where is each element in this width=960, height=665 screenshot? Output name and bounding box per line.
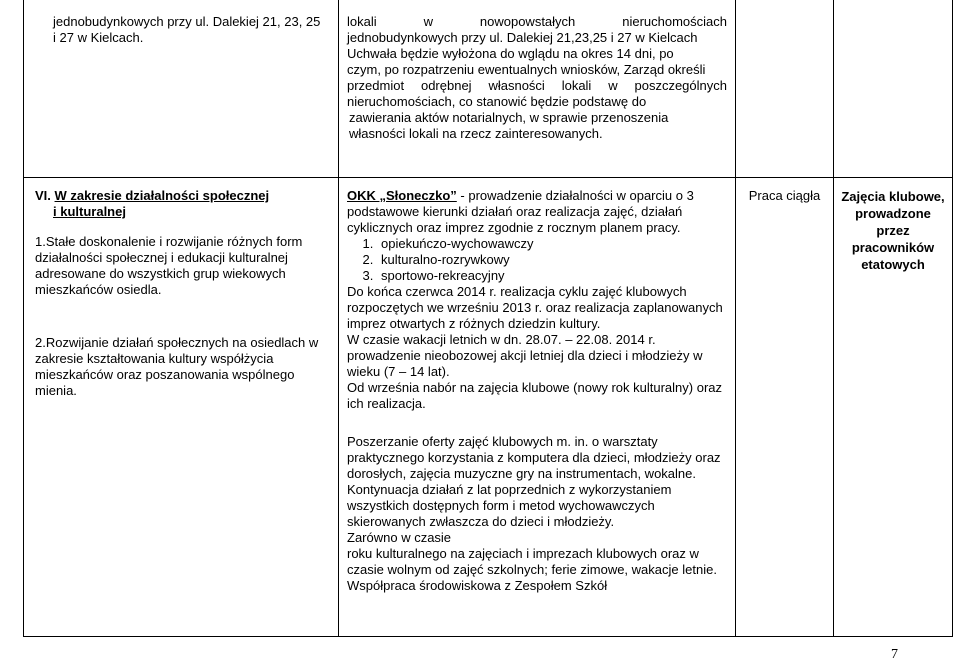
okk-paragraph-5: Kontynuacja działań z lat poprzednich z wykorzystaniem wszystkich dostępnych form i metod wychowawczych skierowanych zwłaszcza do dzieci i młodzieży. <box>347 482 672 529</box>
row-divider <box>23 177 953 178</box>
term-cell <box>736 188 833 204</box>
section-vi-heading <box>35 188 325 204</box>
section-vi-goal-1: 1.Stałe doskonalenie i rozwijanie różnych form działalności społecznej i edukacji kulturalnej adresowane do wszystkich grup wiekowych mieszkańców osiedla. <box>35 234 303 297</box>
top-row-col1 <box>53 14 323 46</box>
okk-intro: - prowadzenie działalności w oparciu o 3 podstawowe kierunki działań oraz realizacja zajęć, działań cyklicznych oraz imprez zgodnie z rocznym planem pracy. <box>347 188 694 235</box>
column-divider-1 <box>338 0 339 637</box>
okk-directions-list <box>347 236 727 284</box>
okk-intro-paragraph <box>347 188 727 236</box>
table-right-border <box>952 0 953 637</box>
top-row-col2-line-0: lokali w nowopowstałych nieruchomościach <box>347 14 727 29</box>
top-row-col2-line-6: zawierania aktów notarialnych, w sprawie przenoszenia <box>349 110 669 125</box>
okk-cell <box>347 188 727 594</box>
section-vi-number: VI. <box>35 188 51 203</box>
okk-paragraph-4: Poszerzanie oferty zajęć klubowych m. in. o warsztaty praktycznego korzystania z komputera dla dzieci, młodzieży oraz dorosłych, zajęcia muzyczne gry na instrumentach, wokalne. <box>347 434 721 481</box>
top-row-col2-line-1: jednobudynkowych przy ul. Dalekiej 21,23,25 i 27 w Kielcach <box>347 30 698 45</box>
okk-name: OKK „Słoneczko” <box>347 188 457 203</box>
section-vi-title-line1: W zakresie działalności społecznej <box>54 188 270 203</box>
top-row-col2-line-2: Uchwała będzie wyłożona do wglądu na okres 14 dni, po <box>347 46 674 61</box>
okk-paragraph-2: W czasie wakacji letnich w dn. 28.07. – 22.08. 2014 r. prowadzenie nieobozowej akcji letniej dla dzieci i młodzieży w wieku (7 – 14 lat). <box>347 332 703 379</box>
okk-direction-1: 1. opiekuńczo-wychowawczy <box>377 236 727 252</box>
top-row-col2-line-7: własności lokali na rzecz zainteresowanych. <box>349 126 603 141</box>
column-divider-2 <box>735 0 736 637</box>
okk-direction-3: 3. sportowo-rekreacyjny <box>377 268 727 284</box>
okk-direction-2: 2. kulturalno-rozrywkowy <box>377 252 727 268</box>
section-vi-title-line2: i kulturalnej <box>53 204 126 219</box>
top-row-col2 <box>347 14 727 142</box>
top-row-col1-text: jednobudynkowych przy ul. Dalekiej 21, 23, 25 i 27 w Kielcach. <box>53 14 321 45</box>
section-vi-cell <box>35 188 325 399</box>
okk-paragraph-1: Do końca czerwca 2014 r. realizacja cyklu zajęć klubowych rozpoczętych we wrześniu 2013 r. oraz realizacja zaplanowanych imprez otwartych z różnych dziedzin kultury. <box>347 284 723 331</box>
term-text: Praca ciągła <box>748 188 821 203</box>
column-divider-3 <box>833 0 834 637</box>
okk-paragraph-6: Zarówno w czasie <box>347 530 452 545</box>
okk-paragraph-3: Od września nabór na zajęcia klubowe (nowy rok kulturalny) oraz ich realizacja. <box>347 380 723 411</box>
okk-paragraph-7: roku kulturalnego na zajęciach i imprezach klubowych oraz w czasie wolnym od zajęć szkolnych; ferie zimowe, wakacje letnie. <box>347 546 717 577</box>
who-text: Zajęcia klubowe, prowadzone przez pracowników etatowych <box>841 189 945 272</box>
who-cell <box>838 188 948 273</box>
top-row-col2-line-4: przedmiot odrębnej własności lokali w poszczególnych <box>347 78 727 93</box>
okk-paragraph-8: Współpraca środowiskowa z Zespołem Szkół <box>347 578 608 593</box>
table-left-border <box>23 0 24 637</box>
section-vi-goal-2: 2.Rozwijanie działań społecznych na osiedlach w zakresie kształtowania kultury współżycia mieszkańców oraz poszanowania wspólnego mienia. <box>35 335 319 398</box>
top-row-col2-line-3: czym, po rozpatrzeniu ewentualnych wniosków, Zarząd określi <box>347 62 706 77</box>
top-row-col2-line-5: nieruchomościach, co stanowić będzie podstawę do <box>347 94 647 109</box>
table-bottom-border <box>23 636 953 637</box>
page-number: 7 <box>891 647 898 662</box>
